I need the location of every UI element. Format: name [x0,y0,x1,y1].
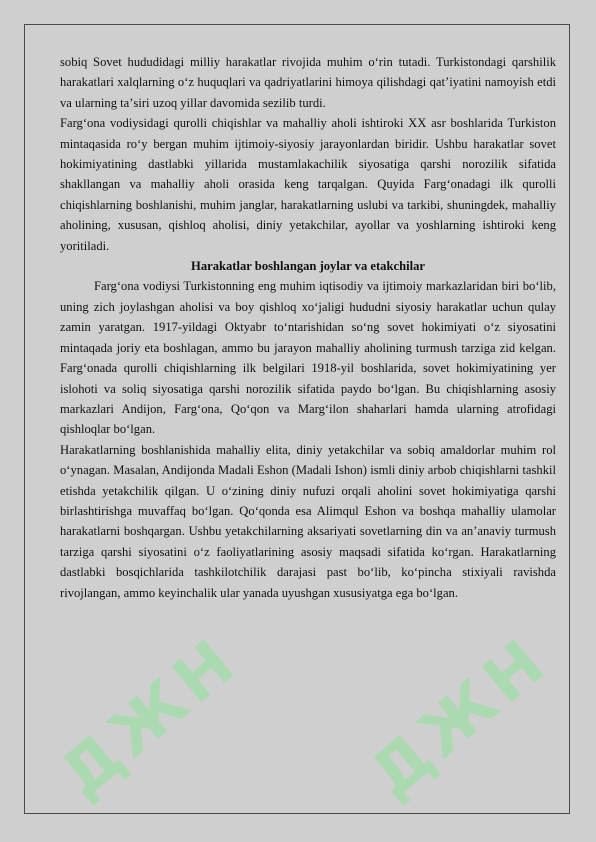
document-body [60,52,556,603]
paragraph-intro: Fargʻona vodiysidagi qurolli chiqishlar va mahalliy aholi ishtiroki XX asr boshlarida Turkiston mintaqasida roʻy bergan muhim ijtimoiy-siyosiy jarayonlardan biridir. Ushbu harakatlar sovet hokimiyatining dastlabki yillarida mustamlakachilik siyosatiga qarshi norozilik sifatida shakllangan va mahalliy aholi orasida keng tarqalgan. Quyida Fargʻonadagi ilk qurolli chiqishlarning boshlanishi, muhim janglar, harakatlarning uslubi va tarkibi, shuningdek, mahalliy aholining, xususan, qishloq aholisi, diniy yetakchilar, ayollar va yoshlarning ishtiroki keng yoritiladi. [60,116,556,253]
paragraph-locations: Fargʻona vodiysi Turkistonning eng muhim iqtisodiy va ijtimoiy markazlaridan biri boʻlib, uning zich joylashgan aholisi va boy qishloq xoʻjaligi hududni siyosiy harakatlar uchun qulay zamin yaratgan. 1917-yildagi Oktyabr toʻntarishidan soʻng sovet hokimiyati oʻz siyosatini mintaqada joriy eta boshlagan, ammo bu jarayon mahalliy aholining turmush tarziga zid kelgan. Fargʻonada qurolli chiqishlarning ilk belgilari 1918-yil boshlarida, sovet hokimiyatining yer islohoti va soliq siyosatiga qarshi norozilik sifatida paydo boʻlgan. Bu chiqishlarning asosiy markazlari Andijon, Fargʻona, Qoʻqon va Margʻilon shaharlari hamda ularning atrofidagi qishloqlar boʻlgan. [60,279,556,437]
watermark-logo-right: ДЖН [356,623,563,813]
section-heading: Harakatlar boshlangan joylar va etakchilar [191,259,425,274]
watermark-logo-left: ДЖН [46,623,253,813]
paragraph-leaders: Harakatlarning boshlanishida mahalliy elita, diniy yetakchilar va sobiq amaldorlar muhim rol oʻynagan. Masalan, Andijonda Madali Eshon (Madali Ishon) ismli diniy arbob chiqishlarni tashkil etishda yetakchilik qilgan. U oʻzining diniy nufuzi orqali aholini sovet hokimiyatiga qarshi birlashtirishga muvaffaq boʻlgan. Qoʻqonda esa Alimqul Eshon va boshqa mahalliy ulamolar harakatlarni boshqargan. Ushbu yetakchilarning aksariyati sovetlarning din va anʼanaviy turmush tarziga qarshi siyosatini oʻz faoliyatlarining asosiy maqsadi sifatida koʻrgan. Harakatlarning dastlabki bosqichlarida tashkilotchilik darajasi past boʻlib, koʻpincha stixiyali ravishda rivojlangan, ammo keyinchalik ular yanada uyushgan xususiyatga ega boʻlgan. [60,442,556,600]
paragraph-continued: sobiq Sovet hududidagi milliy harakatlar rivojida muhim oʻrin tutadi. Turkistondagi qarshilik harakatlari xalqlarning oʻz huquqlari va qadriyatlarini himoya qilishdagi qatʼiyatini namoyish etdi va ularning taʼsiri uzoq yillar davomida sezilib turdi. [60,55,556,110]
